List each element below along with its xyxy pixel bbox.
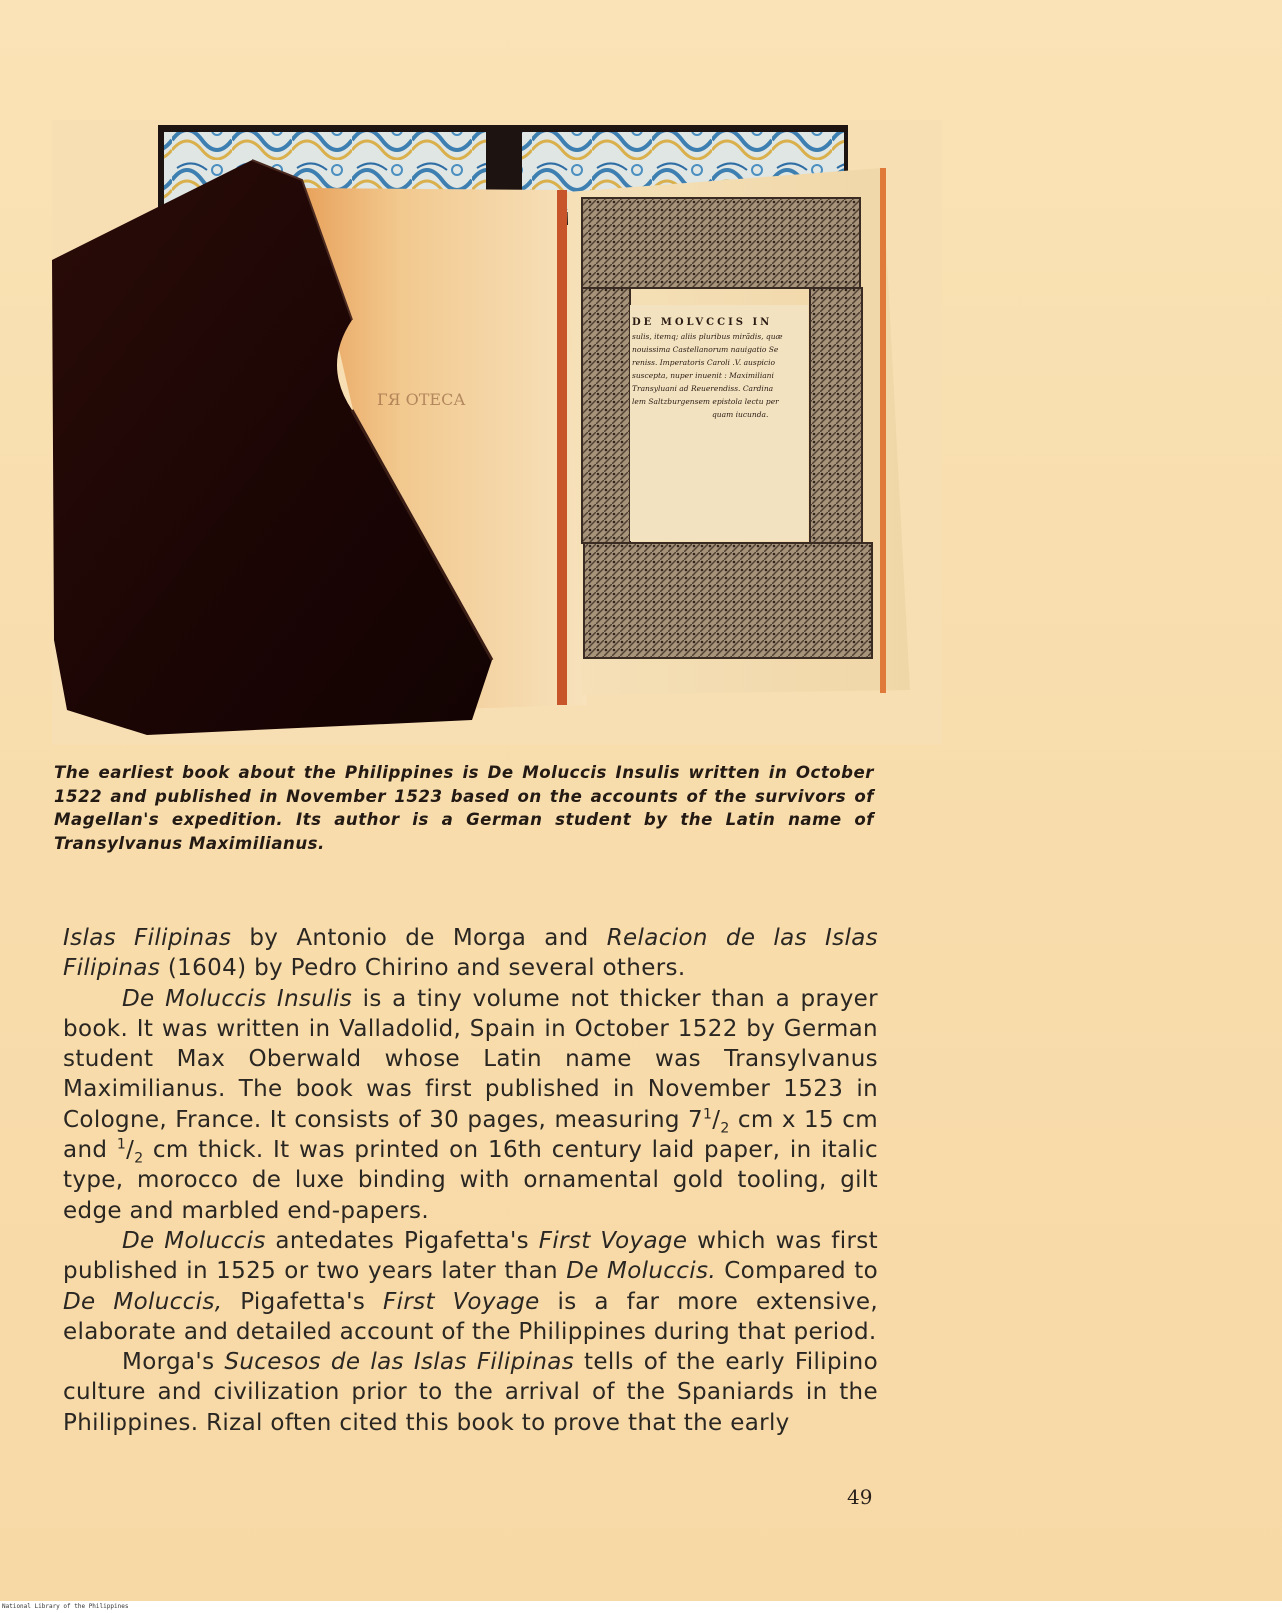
paragraph-2: De Moluccis Insulis is a tiny volume not thicker than a prayer book. It was written in Valladolid, Spain in October 1522 by German student Max Oberwald whose Latin name was Transylvanus Maximilianus. The book was first published in November 1523 in Cologne, France. It consists of 30 pages, measuring $7^1/_2$ cm x 15 cm and $^1/_2$ cm thick. It was printed on 16th century laid paper, in italic type, morocco de luxe binding with ornamental gold tooling, gilt edge and marbled end-papers. [63, 985, 879, 1224]
svg-text:sulis, itemq; aliis pluribus m: sulis, itemq; aliis pluribus mirãdis, quæ [632, 332, 783, 341]
svg-text:suscepta, nuper inuenit : Maxi: suscepta, nuper inuenit : Maximiliani [632, 371, 774, 380]
engraved-left-panel [582, 288, 630, 543]
body-text [63, 923, 878, 1438]
photo-caption: The earliest book about the Philippines is De Moluccis Insulis written in October 1522 and published in November 1523 based on the accounts of the survivors of Magellan's expedition. Its author is a German student by the Latin name of Transylvanus Maximilianus. [54, 763, 874, 853]
footer-strip [0, 1601, 1282, 1613]
svg-text:lem Saltzburgensem epistola le: lem Saltzburgensem epistola lectu per [632, 397, 779, 406]
svg-text:quam iucunda.: quam iucunda. [712, 410, 769, 419]
paragraph-4: Morga's Sucesos de las Islas Filipinas tells of the early Filipino culture and civilization prior to the arrival of the Spaniards in the Philippines. Rizal often cited this book to prove that the early [63, 1349, 878, 1436]
svg-text:DE MOLVCCIS IN: DE MOLVCCIS IN [632, 317, 773, 328]
engraved-bottom-panel [584, 543, 872, 658]
page-number: 49 [847, 1485, 873, 1509]
footer-credit: National Library of the Philippines [2, 1603, 129, 1610]
svg-text:Transyluani ad Reuerendiss. Ca: Transyluani ad Reuerendiss. Cardina [632, 384, 774, 393]
svg-text:nouissima Castellanorum nauiga: nouissima Castellanorum nauigatio Se [632, 345, 779, 354]
svg-text:reniss. Imperatoris Caroli .V.: reniss. Imperatoris Caroli .V. auspicio [632, 358, 776, 367]
svg-text:ГЯ ОТЕСА: ГЯ ОТЕСА [377, 390, 466, 409]
paragraph-1: Islas Filipinas by Antonio de Morga and Relacion de las Islas Filipinas (1604) by Pedro Chirino and several others. [63, 925, 878, 982]
paragraph-3: De Moluccis antedates Pigafetta's First Voyage which was first published in 1525 or two years later than De Moluccis. Compared to De Moluccis, Pigafetta's First Voyage is a far more extensive, elaborate and detailed account of the Philippines during that period. [63, 1227, 879, 1345]
engraved-top-panel [582, 198, 860, 288]
engraved-right-panel [810, 288, 862, 543]
book-photograph [52, 120, 942, 745]
